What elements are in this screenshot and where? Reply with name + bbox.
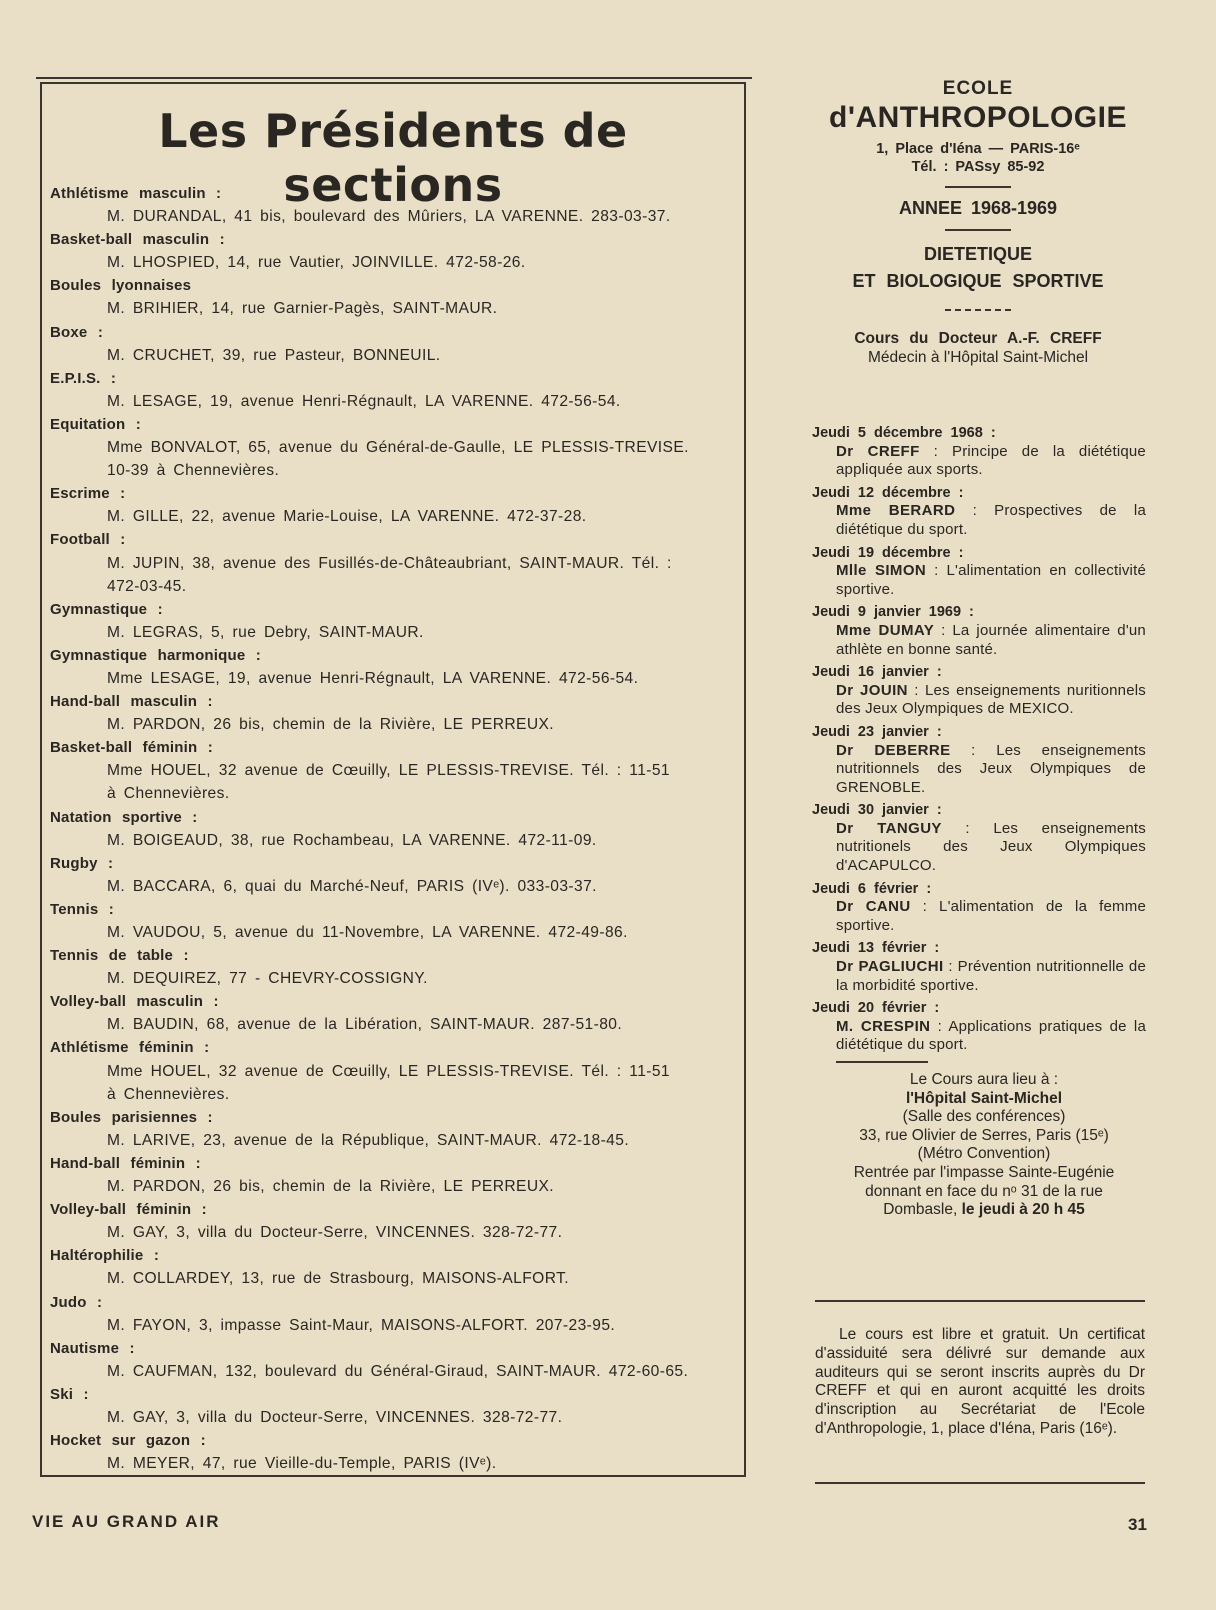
section-president: M. PARDON, 26 bis, chemin de la Rivière, LE PERREUX. — [107, 716, 555, 734]
section-president: M. DURANDAL, 41 bis, boulevard des Mûriers, LA VARENNE. 283-03-37. — [107, 208, 671, 226]
schedule-item — [812, 484, 1146, 540]
section-item — [50, 1198, 738, 1244]
teacher-affiliation: Médecin à l'Hôpital Saint-Michel — [867, 349, 1089, 366]
lecture-topic: : Prévention nutritionnelle de la morbidité sportive. — [836, 958, 1146, 994]
lecture-speaker: Dr DEBERRE — [836, 741, 951, 759]
section-president: M. CAUFMAN, 132, boulevard du Général-Giraud, SAINT-MAUR. 472-60-65. — [107, 1362, 689, 1380]
section-name: Nautisme : — [50, 1339, 135, 1357]
section-president: M. CRUCHET, 39, rue Pasteur, BONNEUIL. — [107, 346, 441, 364]
lecture-speaker: Dr CREFF — [836, 442, 920, 460]
section-item — [50, 1337, 738, 1383]
section-item — [50, 852, 738, 898]
lecture-topic: : Les enseignements nuritionnels des Jeux Olympiques de MEXICO. — [836, 681, 1146, 718]
lecture-topic: : Les enseignements nutritionels des Jeux Olympiques d'ACAPULCO. — [836, 819, 1146, 875]
section-president: à Chennevières. — [107, 785, 230, 803]
schedule-date: Jeudi 13 février : — [812, 940, 940, 957]
lecture-speaker: Mlle SIMON — [836, 562, 927, 580]
section-president: M. LHOSPIED, 14, rue Vautier, JOINVILLE. 472-58-26. — [107, 254, 526, 272]
section-president: 10-39 à Chennevières. — [107, 462, 280, 480]
venue-line: Rentrée par l'impasse Sainte-Eugénie — [853, 1163, 1115, 1181]
venue-line: donnant en face du nᵒ 31 de la rue — [865, 1182, 1103, 1200]
school-header — [810, 78, 1146, 367]
course-title-line: ET BIOLOGIQUE SPORTIVE — [852, 271, 1104, 291]
schedule-lecture — [812, 820, 1146, 876]
section-president: 472-03-45. — [107, 577, 187, 595]
schedule-lecture — [812, 742, 1146, 798]
section-name: Equitation : — [50, 415, 141, 433]
section-item — [50, 1244, 738, 1290]
section-item — [50, 321, 738, 367]
lecture-speaker: Mme BERARD — [836, 502, 956, 520]
dashed-divider — [945, 309, 1011, 313]
section-item — [50, 990, 738, 1036]
section-name: Volley-ball féminin : — [50, 1201, 207, 1219]
venue-line: Le Cours aura lieu à : — [909, 1071, 1059, 1088]
phone-line: Tél. : PASsy 85-92 — [911, 159, 1045, 175]
schedule-lecture — [812, 682, 1146, 719]
schedule-date: Jeudi 5 décembre 1968 : — [812, 425, 996, 441]
schedule-date: Jeudi 30 janvier : — [812, 802, 942, 819]
section-president: M. GAY, 3, villa du Docteur-Serre, VINCENNES. 328-72-77. — [107, 1224, 563, 1242]
school-name: d'ANTHROPOLOGIE — [829, 101, 1127, 134]
section-name: Hand-ball féminin : — [50, 1154, 201, 1172]
schedule-lecture — [812, 502, 1146, 539]
section-item — [50, 528, 738, 597]
ecole-label: ECOLE — [942, 78, 1014, 99]
school-address — [810, 140, 1146, 176]
academic-year: ANNEE 1968-1969 — [898, 198, 1058, 218]
section-item — [50, 482, 738, 528]
section-name: Rugby : — [50, 854, 114, 872]
schedule-item — [812, 880, 1146, 936]
section-item — [50, 1429, 738, 1475]
section-item — [50, 806, 738, 852]
top-rule — [36, 77, 752, 79]
section-president: M. MEYER, 47, rue Vieille-du-Temple, PARIS (IVᵉ). — [107, 1455, 497, 1473]
schedule-item — [812, 801, 1146, 875]
schedule-date: Jeudi 6 février : — [812, 880, 932, 897]
schedule-date: Jeudi 12 décembre : — [812, 484, 964, 501]
section-name: E.P.I.S. : — [50, 369, 117, 387]
venue-line: 33, rue Olivier de Serres, Paris (15ᵉ) — [859, 1126, 1109, 1144]
schedule-lecture — [812, 443, 1146, 480]
teacher-line: Cours du Docteur A.-F. CREFF — [854, 330, 1102, 347]
venue-time: le jeudi à 20 h 45 — [961, 1201, 1085, 1219]
venue-info — [812, 1071, 1146, 1220]
section-item — [50, 228, 738, 274]
schedule-date: Jeudi 19 décembre : — [812, 544, 964, 561]
section-president: Mme HOUEL, 32 avenue de Cœuilly, LE PLESSIS-TREVISE. Tél. : 11-51 — [107, 1062, 671, 1080]
section-name: Natation sportive : — [50, 808, 198, 826]
section-name: Tennis : — [50, 900, 114, 918]
section-president: à Chennevières. — [107, 1085, 230, 1103]
schedule-item — [812, 544, 1146, 600]
section-president: M. BACCARA, 6, quai du Marché-Neuf, PARIS (IVᵉ). 033-03-37. — [107, 877, 597, 895]
section-president: M. DEQUIREZ, 77 - CHEVRY-COSSIGNY. — [107, 970, 428, 988]
lecture-topic: : La journée alimentaire d'un athlète en bonne santé. — [836, 621, 1146, 658]
presidents-box — [40, 82, 746, 1477]
section-item — [50, 367, 738, 413]
lecture-topic: : L'alimentation de la femme sportive. — [836, 898, 1146, 934]
venue-line: (Salle des conférences) — [902, 1108, 1066, 1126]
schedule-item — [812, 999, 1146, 1055]
section-item — [50, 598, 738, 644]
section-name: Boules lyonnaises — [50, 277, 192, 295]
schedule-date: Jeudi 20 février : — [812, 1000, 940, 1017]
venue-hospital: l'Hôpital Saint-Michel — [905, 1089, 1063, 1107]
lecture-topic: : Les enseignements nutritionnels des Jeux Olympiques de GRENOBLE. — [836, 741, 1147, 796]
section-item — [50, 1152, 738, 1198]
section-president: Mme BONVALOT, 65, avenue du Général-de-Gaulle, LE PLESSIS-TREVISE. — [107, 439, 689, 457]
schedule-date: Jeudi 23 janvier : — [812, 723, 942, 740]
section-president: Mme HOUEL, 32 avenue de Cœuilly, LE PLESSIS-TREVISE. Tél. : 11-51 — [107, 762, 671, 780]
section-name: Athlétisme féminin : — [50, 1039, 210, 1057]
schedule-lecture — [812, 562, 1146, 599]
section-item — [50, 644, 738, 690]
section-item — [50, 413, 738, 482]
magazine-name: VIE AU GRAND AIR — [32, 1512, 221, 1531]
lecture-speaker: Dr TANGUY — [836, 819, 942, 837]
section-name: Football : — [50, 531, 126, 549]
schedule-item — [812, 723, 1146, 797]
lecture-topic: : Applications pratiques de la diététique du sport. — [836, 1017, 1146, 1054]
schedule-lecture — [812, 1018, 1146, 1055]
section-name: Haltérophilie : — [50, 1247, 160, 1265]
section-item — [50, 944, 738, 990]
divider — [945, 186, 1011, 188]
section-president: M. BOIGEAUD, 38, rue Rochambeau, LA VARENNE. 472-11-09. — [107, 831, 597, 849]
section-president: M. GAY, 3, villa du Docteur-Serre, VINCENNES. 328-72-77. — [107, 1408, 563, 1426]
lecture-speaker: Dr CANU — [836, 898, 911, 916]
section-name: Volley-ball masculin : — [50, 993, 219, 1011]
section-name: Judo : — [50, 1293, 103, 1311]
section-item — [50, 898, 738, 944]
schedule-item — [812, 603, 1146, 659]
presidents-title: Les Présidents de sections — [158, 104, 628, 212]
course-title — [810, 241, 1146, 295]
section-president: M. FAYON, 3, impasse Saint-Maur, MAISONS-ALFORT. 207-23-95. — [107, 1316, 616, 1334]
section-name: Tennis de table : — [50, 947, 189, 965]
divider — [815, 1300, 1145, 1302]
schedule-list — [812, 424, 1146, 1055]
section-name: Athlétisme masculin : — [50, 185, 222, 202]
section-president: M. BAUDIN, 68, avenue de la Libération, SAINT-MAUR. 287-51-80. — [107, 1016, 623, 1034]
section-item — [50, 690, 738, 736]
divider — [815, 1482, 1145, 1484]
schedule-item — [812, 663, 1146, 719]
address-line: 1, Place d'Iéna — PARIS-16ᵉ — [876, 141, 1080, 157]
section-item — [50, 1036, 738, 1105]
section-item — [50, 1383, 738, 1429]
lecture-speaker: Mme DUMAY — [836, 621, 935, 639]
section-president: M. COLLARDEY, 13, rue de Strasbourg, MAISONS-ALFORT. — [107, 1270, 570, 1288]
course-title-line: DIETETIQUE — [923, 244, 1032, 264]
section-president: M. PARDON, 26 bis, chemin de la Rivière, LE PERREUX. — [107, 1178, 555, 1196]
section-name: Gymnastique : — [50, 600, 163, 618]
section-item — [50, 1106, 738, 1152]
section-name: Ski : — [50, 1385, 89, 1403]
schedule-lecture — [812, 898, 1146, 935]
section-president: M. VAUDOU, 5, avenue du 11-Novembre, LA VARENNE. 472-49-86. — [107, 924, 628, 941]
section-name: Hand-ball masculin : — [50, 693, 213, 711]
schedule-lecture — [812, 622, 1146, 659]
section-name: Escrime : — [50, 485, 126, 503]
section-president: M. BRIHIER, 14, rue Garnier-Pagès, SAINT-MAUR. — [107, 300, 498, 318]
section-item — [50, 1291, 738, 1337]
section-name: Gymnastique harmonique : — [50, 646, 261, 664]
lecture-topic: : Principe de la diététique appliquée aux sports. — [836, 442, 1146, 479]
lecture-topic: : L'alimentation en collectivité sportive. — [836, 562, 1146, 598]
schedule-lecture — [812, 958, 1146, 995]
page-number: 31 — [1128, 1515, 1147, 1534]
course-teacher — [810, 329, 1146, 367]
divider — [945, 229, 1011, 231]
venue-time-line — [822, 1201, 1146, 1220]
section-name: Basket-ball masculin : — [50, 231, 225, 249]
venue-line: (Métro Convention) — [917, 1145, 1051, 1163]
divider — [836, 1061, 928, 1063]
venue-line: Dombasle, — [883, 1201, 962, 1219]
section-president: Mme LESAGE, 19, avenue Henri-Régnault, LA VARENNE. 472-56-54. — [107, 669, 639, 687]
section-president: M. LARIVE, 23, avenue de la République, SAINT-MAUR. 472-18-45. — [107, 1131, 630, 1149]
free-course-notice: Le cours est libre et gratuit. Un certificat d'assiduité sera délivré sur demande aux auditeurs qui se seront inscrits auprès du Dr CREFF et qui en auront acquitté les droits d'inscription au Secrétariat de l'Ecole d'Anthropologie, 1, place d'Iéna, Paris (16ᵉ). — [815, 1326, 1145, 1437]
lecture-topic: : Prospectives de la diététique du sport. — [836, 502, 1146, 538]
section-president: M. JUPIN, 38, avenue des Fusillés-de-Châteaubriant, SAINT-MAUR. Tél. : — [107, 554, 672, 572]
section-item — [50, 182, 738, 228]
schedule-date: Jeudi 9 janvier 1969 : — [812, 604, 974, 621]
lecture-speaker: Dr JOUIN — [836, 681, 908, 699]
section-president: M. LEGRAS, 5, rue Debry, SAINT-MAUR. — [107, 623, 424, 641]
schedule-date: Jeudi 16 janvier : — [812, 664, 942, 681]
section-name: Boules parisiennes : — [50, 1108, 213, 1126]
section-name: Hocket sur gazon : — [50, 1432, 206, 1450]
lecture-speaker: Dr PAGLIUCHI — [836, 958, 944, 976]
section-president: M. GILLE, 22, avenue Marie-Louise, LA VARENNE. 472-37-28. — [107, 508, 587, 526]
schedule-item — [812, 939, 1146, 995]
section-item — [50, 274, 738, 320]
section-item — [50, 736, 738, 805]
schedule-item — [812, 424, 1146, 480]
section-name: Basket-ball féminin : — [50, 739, 213, 757]
section-name: Boxe : — [50, 323, 104, 341]
lecture-speaker: M. CRESPIN — [836, 1017, 931, 1035]
section-president: M. LESAGE, 19, avenue Henri-Régnault, LA VARENNE. 472-56-54. — [107, 392, 621, 410]
course-schedule — [812, 424, 1146, 1220]
sections-list — [50, 182, 738, 1475]
